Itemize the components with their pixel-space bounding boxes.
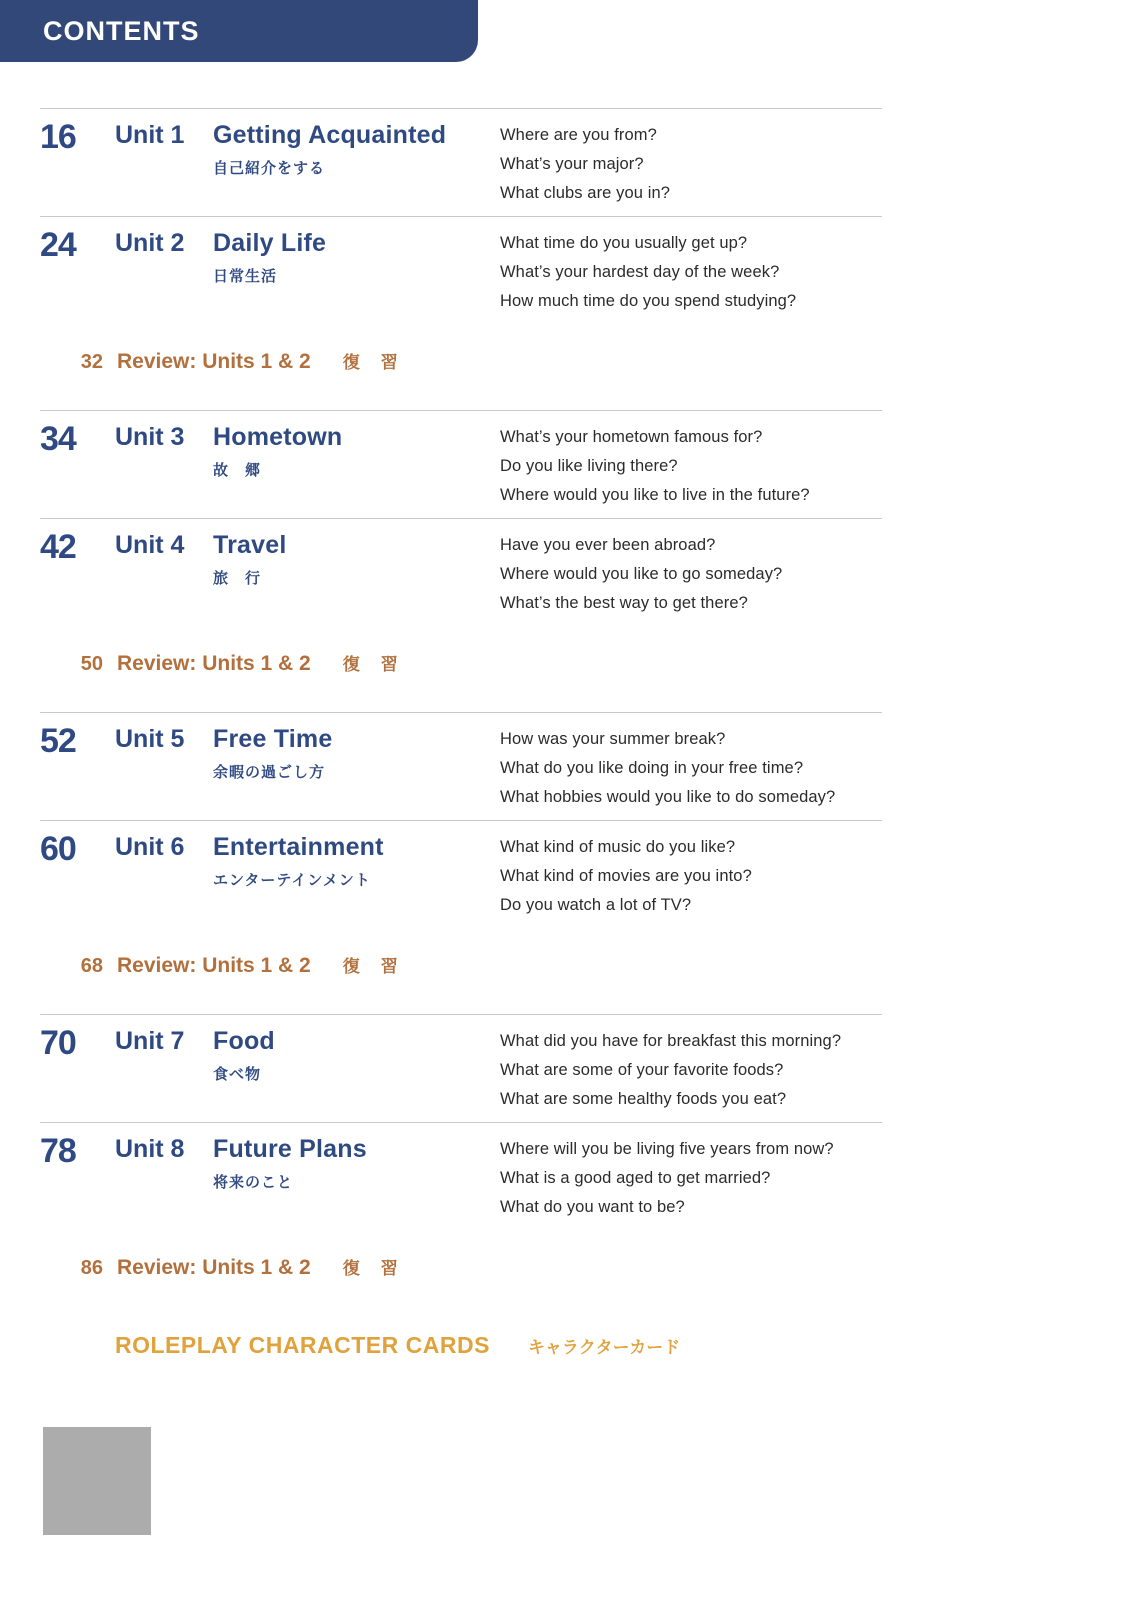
toc-unit-row-3 (40, 410, 882, 518)
unit-title: Food (213, 1027, 275, 1055)
unit-subtitle-japanese: 故 郷 (213, 462, 262, 479)
unit-title-block (115, 227, 500, 286)
unit-questions (500, 529, 882, 618)
unit-questions (500, 723, 882, 812)
toc-unit-row-1 (40, 108, 882, 216)
unit-page-number: 34 (40, 420, 76, 458)
unit-label: Unit 3 (115, 423, 185, 451)
review-label: Review: Units 1 & 2 (117, 954, 311, 977)
unit-subtitle-japanese: 日常生活 (213, 268, 278, 285)
review-row-4 (40, 1254, 882, 1280)
review-label-japanese: 復 習 (342, 1259, 400, 1278)
toc-unit-row-8 (40, 1122, 882, 1230)
unit-question: What is a good aged to get married? (500, 1169, 771, 1187)
unit-page-number: 52 (40, 722, 76, 760)
unit-label: Unit 6 (115, 833, 185, 861)
unit-question: What do you want to be? (500, 1198, 685, 1216)
unit-page-number: 78 (40, 1132, 76, 1170)
unit-question: Where are you from? (500, 126, 657, 144)
unit-page-number: 16 (40, 118, 76, 156)
unit-label: Unit 7 (115, 1027, 185, 1055)
review-page-number: 68 (80, 955, 103, 977)
toc-unit-row-4 (40, 518, 882, 626)
roleplay-label: ROLEPLAY CHARACTER CARDS (115, 1332, 490, 1358)
unit-label: Unit 8 (115, 1135, 185, 1163)
unit-questions (500, 421, 882, 510)
gray-placeholder-square (43, 1427, 151, 1535)
unit-subtitle-japanese: 余暇の過ごし方 (213, 764, 326, 781)
unit-question: What kind of music do you like? (500, 838, 736, 856)
unit-questions (500, 227, 882, 316)
unit-title-block (115, 831, 500, 890)
review-row-3 (40, 952, 882, 978)
roleplay-label-japanese: キャラクターカード (527, 1338, 681, 1357)
unit-subtitle-japanese: 将来のこと (213, 1174, 294, 1191)
unit-question: What clubs are you in? (500, 184, 671, 202)
unit-title: Getting Acquainted (213, 121, 447, 149)
unit-page-number: 42 (40, 528, 76, 566)
page-title: CONTENTS (43, 15, 200, 46)
toc-unit-row-5 (40, 712, 882, 820)
unit-title-block (115, 1133, 500, 1192)
unit-title: Entertainment (213, 833, 384, 861)
unit-question: Where would you like to go someday? (500, 565, 783, 583)
unit-question: What kind of movies are you into? (500, 867, 752, 885)
unit-title-block (115, 119, 500, 178)
unit-question: Do you like living there? (500, 457, 678, 475)
unit-title-block (115, 421, 500, 480)
review-label: Review: Units 1 & 2 (117, 652, 311, 675)
unit-question: What do you like doing in your free time? (500, 759, 804, 777)
unit-subtitle-japanese: 食べ物 (213, 1066, 262, 1083)
unit-page-number: 24 (40, 226, 76, 264)
review-label-japanese: 復 習 (342, 655, 400, 674)
unit-question: How was your summer break? (500, 730, 726, 748)
toc-unit-row-6 (40, 820, 882, 928)
unit-question: What did you have for breakfast this morning? (500, 1032, 842, 1050)
unit-title: Daily Life (213, 229, 327, 257)
unit-label: Unit 5 (115, 725, 185, 753)
unit-question: What hobbies would you like to do someday? (500, 788, 836, 806)
unit-subtitle-japanese: 自己紹介をする (213, 160, 326, 177)
unit-question: What’s your hardest day of the week? (500, 263, 780, 281)
toc-unit-row-2 (40, 216, 882, 324)
contents-header-banner (0, 0, 478, 62)
unit-question: What are some of your favorite foods? (500, 1061, 784, 1079)
unit-questions (500, 1025, 882, 1114)
review-page-number: 86 (80, 1257, 103, 1279)
review-label-japanese: 復 習 (342, 353, 400, 372)
unit-subtitle-japanese: 旅 行 (213, 570, 262, 587)
unit-questions (500, 1133, 882, 1222)
unit-question: Do you watch a lot of TV? (500, 896, 692, 914)
unit-question: What’s your hometown famous for? (500, 428, 763, 446)
unit-page-number: 70 (40, 1024, 76, 1062)
unit-title-block (115, 1025, 500, 1084)
unit-label: Unit 4 (115, 531, 185, 559)
unit-question: What are some healthy foods you eat? (500, 1090, 787, 1108)
toc-unit-row-7 (40, 1014, 882, 1122)
review-label: Review: Units 1 & 2 (117, 350, 311, 373)
roleplay-character-cards-row (40, 1332, 882, 1359)
unit-question: Where would you like to live in the future? (500, 486, 810, 504)
unit-title: Future Plans (213, 1135, 367, 1163)
unit-question: What’s your major? (500, 155, 644, 173)
unit-page-number: 60 (40, 830, 76, 868)
unit-question: How much time do you spend studying? (500, 292, 797, 310)
unit-title: Travel (213, 531, 287, 559)
review-label-japanese: 復 習 (342, 957, 400, 976)
unit-title-block (115, 723, 500, 782)
unit-question: What’s the best way to get there? (500, 594, 748, 612)
review-row-1 (40, 348, 882, 374)
unit-subtitle-japanese: エンターテインメント (213, 872, 371, 889)
unit-title: Free Time (213, 725, 333, 753)
table-of-contents (40, 108, 882, 1359)
unit-question: Have you ever been abroad? (500, 536, 716, 554)
review-page-number: 50 (80, 653, 103, 675)
unit-label: Unit 1 (115, 121, 185, 149)
review-label: Review: Units 1 & 2 (117, 1256, 311, 1279)
unit-questions (500, 831, 882, 920)
unit-title: Hometown (213, 423, 343, 451)
review-page-number: 32 (80, 351, 103, 373)
unit-title-block (115, 529, 500, 588)
review-row-2 (40, 650, 882, 676)
unit-label: Unit 2 (115, 229, 185, 257)
unit-question: What time do you usually get up? (500, 234, 748, 252)
unit-questions (500, 119, 882, 208)
unit-question: Where will you be living five years from now? (500, 1140, 834, 1158)
